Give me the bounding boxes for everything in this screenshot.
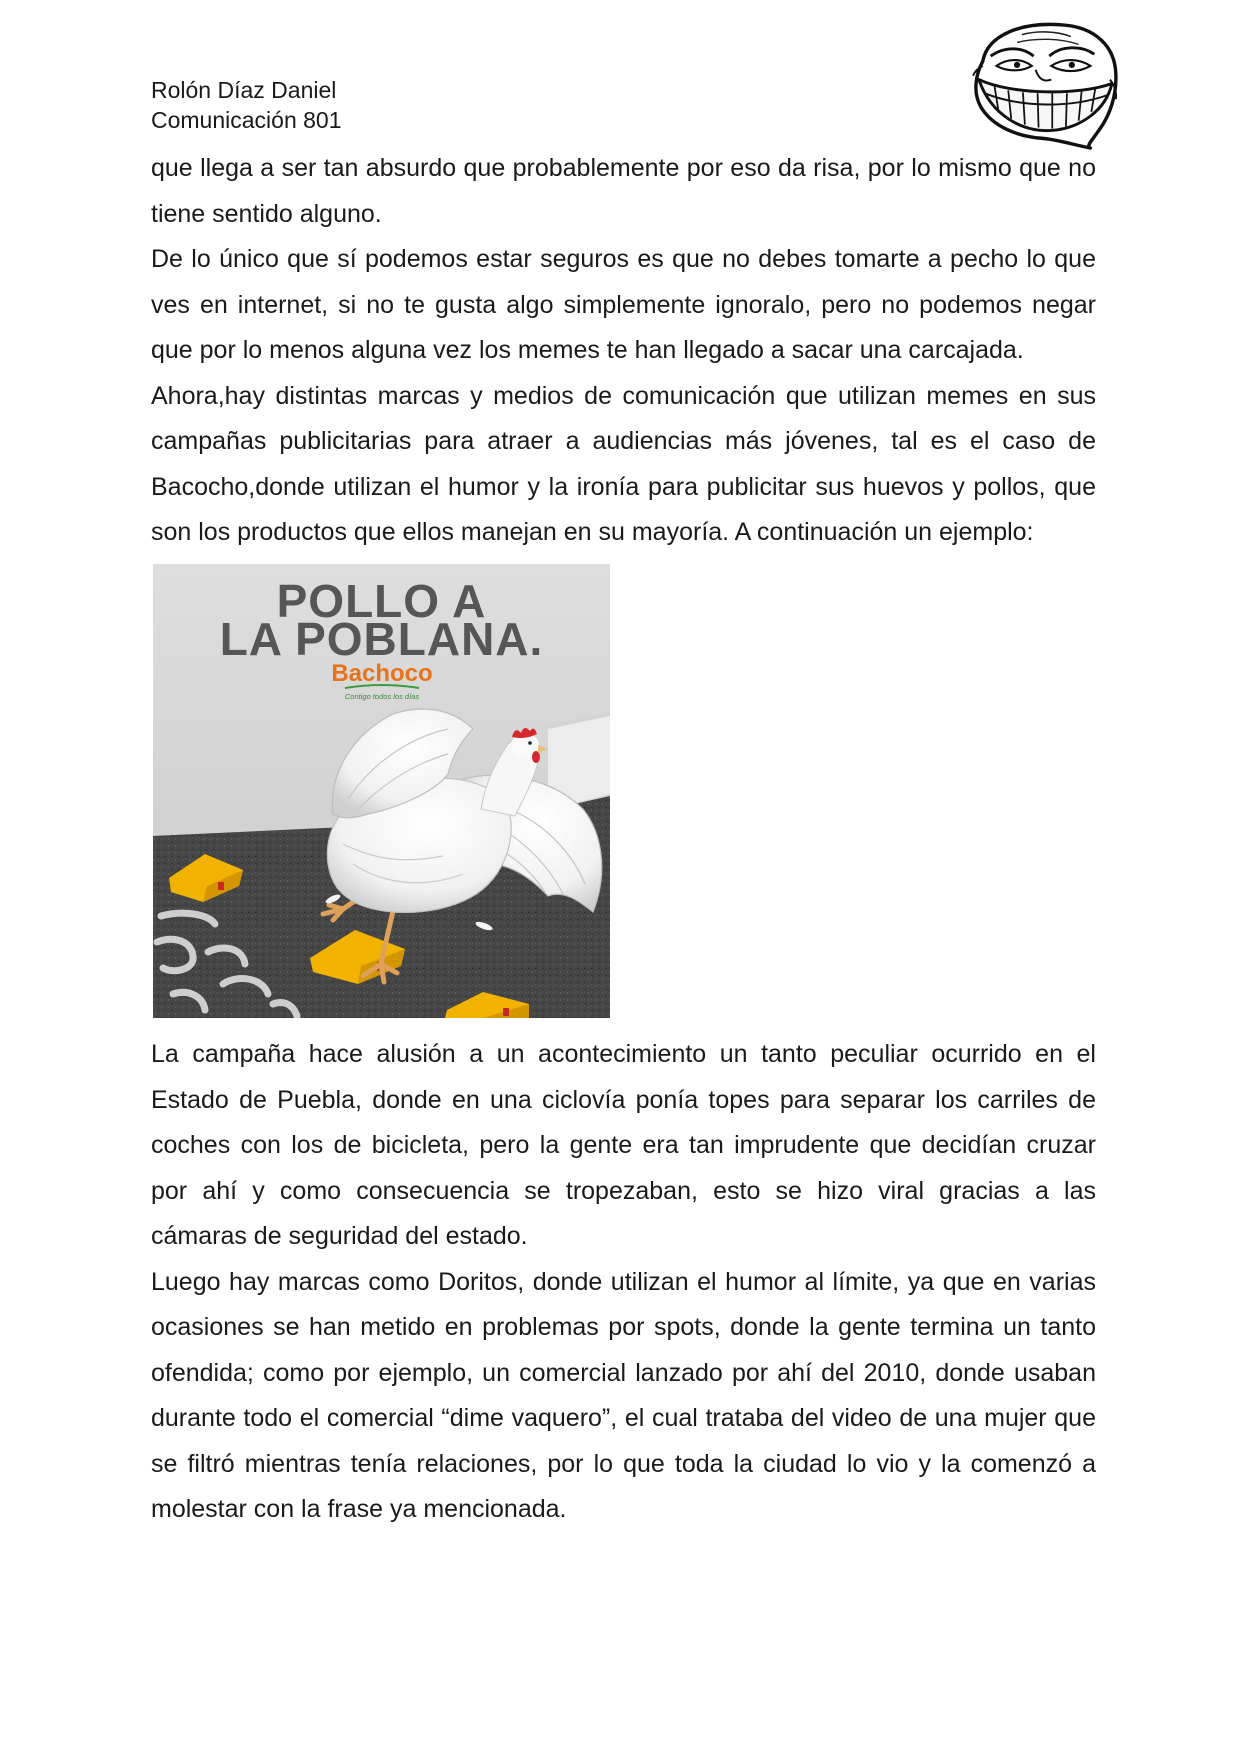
text-line: tiene sentido alguno.	[151, 199, 382, 228]
text-line: que llega a ser tan absurdo que probablemente por eso da risa, por lo mismo que no	[151, 154, 1096, 182]
text-line: La campaña hace alusión a un acontecimiento un tanto peculiar ocurrido en el	[151, 1040, 1096, 1068]
text-line: coches con los de bicicleta, pero la gente era tan imprudente que decidían cruzar	[151, 1131, 1096, 1159]
text-line: Ahora,hay distintas marcas y medios de comunicación que utilizan memes en sus	[151, 381, 1096, 410]
text-line: campañas publicitarias para atraer a audiencias más jóvenes, tal es el caso de	[151, 427, 1096, 455]
body-section-1	[151, 146, 1096, 556]
text-line: De lo único que sí podemos estar seguros es que no debes tomarte a pecho lo que	[151, 245, 1096, 273]
text-line: durante todo el comercial “dime vaquero”, el cual trataba del video de una mujer que	[151, 1404, 1096, 1432]
paragraph	[151, 1032, 1096, 1260]
ad-title-line-1: POLLO A	[276, 575, 487, 627]
ad-title-line-2: LA POBLANA.	[219, 613, 544, 665]
ad-brand-logo: Bachoco	[331, 660, 433, 687]
paragraph	[151, 237, 1096, 374]
text-line: ves en internet, si no te gusta algo simplemente ignoralo, pero no podemos negar	[151, 290, 1096, 319]
author-header	[151, 75, 342, 136]
paragraph	[151, 374, 1096, 556]
ad-tagline: Contigo todos los días	[344, 692, 420, 701]
author-name: Rolón Díaz Daniel	[151, 77, 337, 103]
course-label: Comunicación 801	[151, 107, 342, 134]
text-line: Estado de Puebla, donde en una ciclovía ponía topes para separar los carriles de	[151, 1085, 1096, 1114]
troll-face-icon	[963, 17, 1120, 150]
paragraph	[151, 1260, 1096, 1533]
text-line: Luego hay marcas como Doritos, donde utilizan el humor al límite, ya que en varias	[151, 1267, 1096, 1296]
bachoco-ad-image	[153, 564, 610, 1018]
text-line: se filtró mientras tenía relaciones, por lo que toda la ciudad lo vio y la comenzó a	[151, 1449, 1096, 1478]
paragraph	[151, 146, 1096, 237]
text-line: cámaras de seguridad del estado.	[151, 1222, 528, 1250]
text-line: ocasiones se han metido en problemas por spots, donde la gente termina un tanto	[151, 1313, 1096, 1341]
text-line: Bacocho,donde utilizan el humor y la ironía para publicitar sus huevos y pollos, que	[151, 472, 1096, 501]
text-line: que por lo menos alguna vez los memes te han llegado a sacar una carcajada.	[151, 336, 1024, 364]
body-section-2	[151, 1032, 1096, 1533]
text-line: ofendida; como por ejemplo, un comercial lanzado por ahí del 2010, donde usaban	[151, 1358, 1096, 1387]
text-line: molestar con la frase ya mencionada.	[151, 1495, 567, 1523]
text-line: son los productos que ellos manejan en su mayoría. A continuación un ejemplo:	[151, 518, 1034, 546]
text-line: por ahí y como consecuencia se tropezaban, esto se hizo viral gracias a las	[151, 1176, 1096, 1205]
